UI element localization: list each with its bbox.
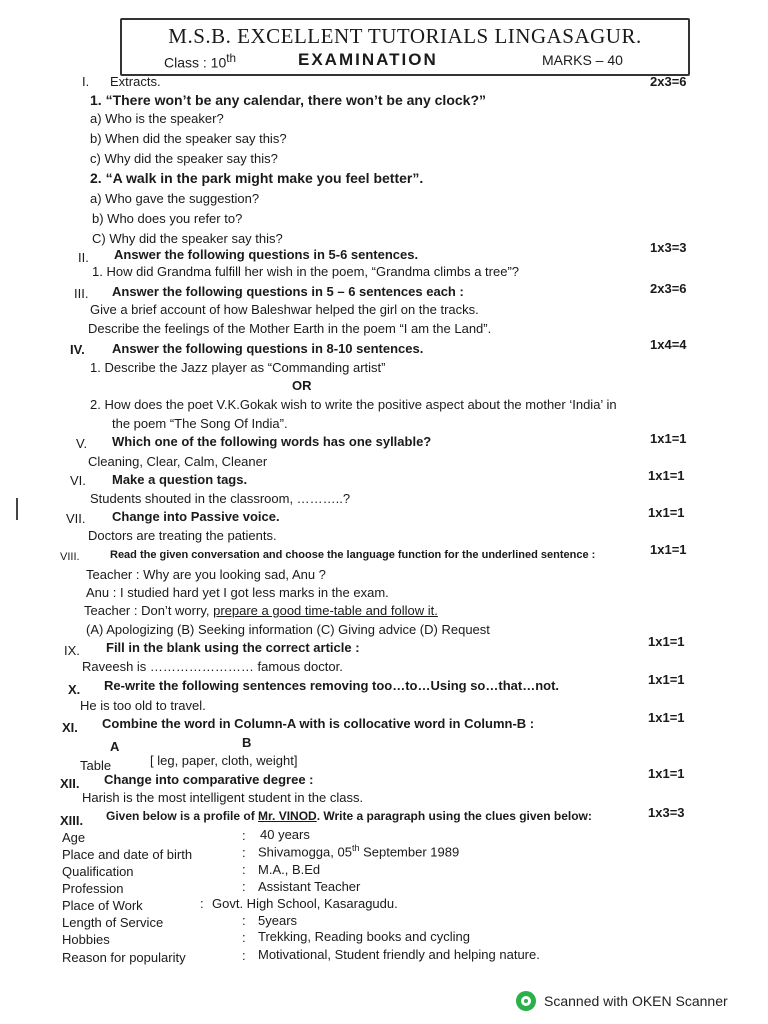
section-number: XI. — [62, 720, 78, 735]
section-number: IX. — [64, 643, 80, 658]
section-title: Change into Passive voice. — [112, 509, 280, 524]
margin-mark — [16, 498, 24, 520]
sub-question: a) Who is the speaker? — [90, 111, 224, 126]
sub-question: b) Who does you refer to? — [92, 211, 243, 226]
question: 1. “There won’t be any calendar, there won’t be any clock?” — [90, 92, 486, 108]
header-box — [120, 18, 690, 76]
profile-value: Motivational, Student friendly and helping nature. — [258, 947, 540, 962]
or-separator: OR — [292, 378, 312, 393]
question: Doctors are treating the patients. — [88, 528, 277, 543]
section-title: Answer the following questions in 5-6 sentences. — [114, 247, 419, 262]
section-number: XIII. — [60, 813, 84, 828]
profile-colon: : — [242, 845, 246, 860]
profile-colon: : — [242, 828, 246, 843]
section-title: Fill in the blank using the correct article : — [106, 640, 360, 655]
section-title: Read the given conversation and choose the language function for the underlined sentence : — [110, 549, 596, 561]
question: Raveesh is …………………… famous doctor. — [82, 659, 343, 674]
profile-colon: : — [242, 930, 246, 945]
section-title: Extracts. — [110, 74, 161, 89]
question: Students shouted in the classroom, ………..? — [90, 491, 351, 506]
profile-label: Length of Service — [62, 915, 164, 930]
answer-options: (A) Apologizing (B) Seeking information (C) Giving advice (D) Request — [86, 622, 490, 637]
question-continued: the poem “The Song Of India”. — [112, 416, 288, 431]
profile-value: Assistant Teacher — [258, 879, 361, 894]
section-number: II. — [78, 250, 89, 265]
column-a-word: Table — [80, 758, 112, 773]
section-marks: 1x1=1 — [650, 542, 687, 557]
question: 2. “A walk in the park might make you feel better”. — [90, 170, 424, 186]
section-marks: 2x3=6 — [650, 74, 687, 89]
section-number: VII. — [66, 511, 86, 526]
profile-colon: : — [242, 879, 246, 894]
question: Give a brief account of how Baleshwar helped the girl on the tracks. — [90, 302, 479, 317]
section-number: IV. — [70, 342, 85, 357]
section-marks: 2x3=6 — [650, 281, 687, 296]
section-marks: 1x1=1 — [650, 431, 687, 446]
section-marks: 1x4=4 — [650, 337, 687, 352]
underlined-sentence: prepare a good time-table and follow it. — [213, 603, 438, 618]
section-number: X. — [68, 682, 81, 697]
profile-label: Place and date of birth — [62, 847, 193, 862]
total-marks: MARKS – 40 — [542, 52, 623, 68]
sub-question: b) When did the speaker say this? — [90, 131, 287, 146]
section-title: Given below is a profile of Mr. VINOD. Write a paragraph using the clues given below: — [106, 809, 592, 823]
profile-name: Mr. VINOD — [258, 809, 317, 823]
section-marks: 1x3=3 — [648, 805, 685, 820]
question: Describe the feelings of the Mother Earth in the poem “I am the Land”. — [88, 321, 492, 336]
profile-value: Trekking, Reading books and cycling — [258, 929, 470, 944]
section-number: I. — [82, 74, 90, 89]
section-title: Answer the following questions in 8-10 sentences. — [112, 341, 424, 356]
column-a-header: A — [110, 739, 120, 754]
profile-label: Hobbies — [62, 932, 110, 947]
section-number: VIII. — [60, 551, 80, 563]
class-label: Class : 10th — [164, 52, 236, 71]
question: Cleaning, Clear, Calm, Cleaner — [88, 454, 268, 469]
profile-value: 5years — [258, 913, 298, 928]
section-marks: 1x1=1 — [648, 672, 685, 687]
sub-question: C) Why did the speaker say this? — [92, 231, 283, 246]
section-title: Re-write the following sentences removing too…to…Using so…that…not. — [104, 678, 560, 693]
section-marks: 1x1=1 — [648, 505, 685, 520]
question: 2. How does the poet V.K.Gokak wish to write the positive aspect about the mother ‘India’ in — [90, 397, 617, 412]
section-number: XII. — [60, 776, 80, 791]
section-marks: 1x1=1 — [648, 634, 685, 649]
sub-question: c) Why did the speaker say this? — [90, 151, 278, 166]
section-number: V. — [76, 436, 88, 451]
question: He is too old to travel. — [80, 698, 206, 713]
column-b-words: [ leg, paper, cloth, weight] — [150, 753, 298, 768]
question: 1. How did Grandma fulfill her wish in the poem, “Grandma climbs a tree”? — [92, 264, 520, 279]
profile-value: 40 years — [260, 827, 310, 842]
profile-value: Shivamogga, 05th September 1989 — [258, 843, 460, 860]
section-marks: 1x1=1 — [648, 468, 685, 483]
section-marks: 1x1=1 — [648, 710, 685, 725]
profile-colon: : — [242, 913, 246, 928]
section-title: Change into comparative degree : — [104, 772, 314, 787]
profile-value: Govt. High School, Kasaragudu. — [212, 896, 398, 911]
profile-label: Reason for popularity — [62, 950, 186, 965]
section-title: Answer the following questions in 5 – 6 sentences each : — [112, 284, 464, 299]
sub-question: a) Who gave the suggestion? — [90, 191, 260, 206]
profile-colon: : — [242, 862, 246, 877]
conversation-line: Anu : I studied hard yet I got less marks in the exam. — [86, 585, 389, 600]
profile-label: Age — [62, 830, 86, 845]
section-title: Combine the word in Column-A with is collocative word in Column-B : — [102, 716, 535, 731]
section-marks: 1x3=3 — [650, 240, 687, 255]
profile-colon: : — [242, 948, 246, 963]
section-title: Make a question tags. — [112, 472, 248, 487]
profile-label: Place of Work — [62, 898, 143, 913]
section-number: III. — [74, 286, 89, 301]
section-title: Which one of the following words has one syllable? — [112, 434, 432, 449]
scanner-watermark — [516, 990, 728, 1012]
column-b-header: B — [242, 735, 252, 750]
oken-scanner-icon — [516, 991, 536, 1011]
exam-title: EXAMINATION — [298, 50, 438, 69]
profile-label: Profession — [62, 881, 124, 896]
conversation-line: Teacher : Don’t worry, prepare a good time-table and follow it. — [84, 603, 438, 618]
conversation-line: Teacher : Why are you looking sad, Anu ? — [86, 567, 326, 582]
header-title: M.S.B. EXCELLENT TUTORIALS LINGASAGUR. — [168, 24, 642, 48]
question: 1. Describe the Jazz player as “Commanding artist” — [90, 360, 386, 375]
profile-colon: : — [200, 896, 204, 911]
section-marks: 1x1=1 — [648, 766, 685, 781]
profile-label: Qualification — [62, 864, 134, 879]
question: Harish is the most intelligent student in the class. — [82, 790, 364, 805]
profile-value: M.A., B.Ed — [258, 862, 321, 877]
scanner-text: Scanned with OKEN Scanner — [544, 993, 728, 1009]
section-number: VI. — [70, 473, 86, 488]
